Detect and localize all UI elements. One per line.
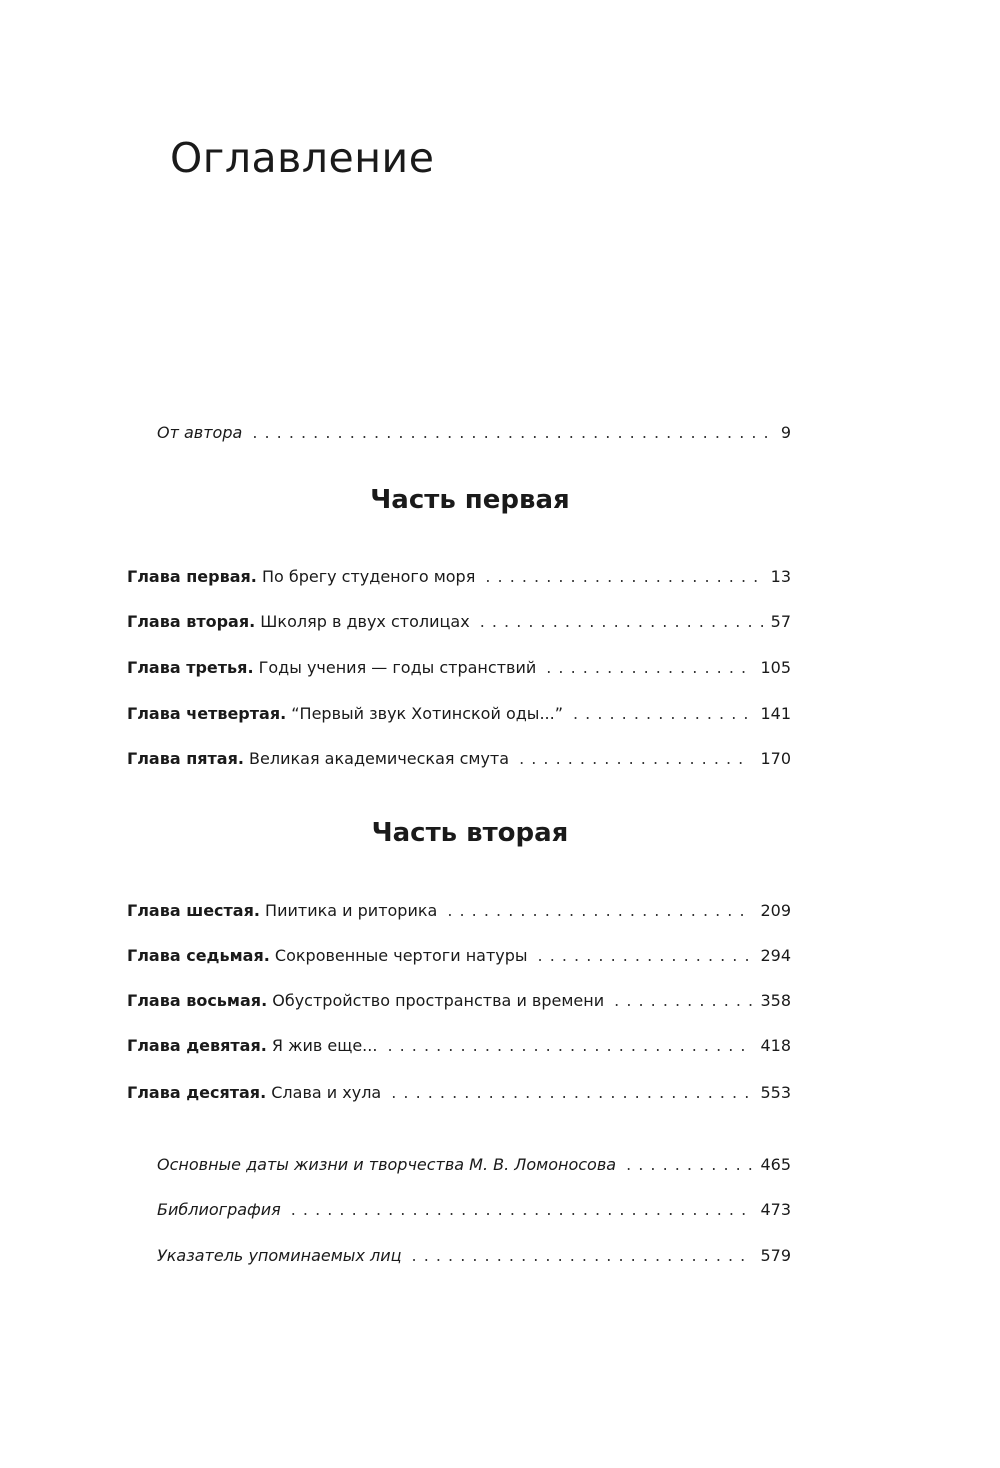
chapter-prefix: Глава вторая.	[127, 612, 256, 631]
toc-entry-label	[127, 990, 604, 1012]
dot-leader	[573, 703, 752, 725]
toc-entry-page: 358	[760, 991, 791, 1010]
toc-entry-page: 579	[760, 1246, 791, 1265]
toc-entry-page: 209	[760, 901, 791, 920]
toc-entry-page: 553	[760, 1083, 791, 1102]
chapter-title: Пиитика и риторика	[265, 901, 438, 920]
chapter-prefix: Глава десятая.	[127, 1083, 267, 1102]
chapter-prefix: Глава девятая.	[127, 1036, 267, 1055]
part-heading-1: Часть первая	[370, 485, 570, 515]
toc-entry-label: От автора	[157, 423, 243, 442]
toc-entry-chapter-9[interactable]	[127, 1035, 791, 1057]
toc-entry-label: Основные даты жизни и творчества М. В. Ломоносова	[157, 1155, 617, 1174]
toc-entry-label	[127, 900, 437, 922]
chapter-title: Школяр в двух столицах	[260, 612, 470, 631]
chapter-title: Годы учения — годы странствий	[258, 658, 537, 677]
toc-entry-label	[127, 945, 528, 967]
page-title: Оглавление	[170, 134, 435, 182]
toc-entry-page: 141	[760, 704, 791, 723]
toc-entry-bibliography[interactable]	[157, 1199, 791, 1221]
toc-entry-page: 105	[760, 658, 791, 677]
chapter-prefix: Глава четвертая.	[127, 704, 287, 723]
toc-entry-label	[127, 748, 509, 770]
toc-entry-chapter-6[interactable]	[127, 900, 791, 922]
toc-entry-from-author[interactable]	[157, 422, 791, 444]
toc-entry-page: 9	[780, 423, 791, 442]
dot-leader	[538, 945, 753, 967]
toc-entry-page: 170	[760, 749, 791, 768]
toc-entry-chronology[interactable]	[157, 1154, 791, 1176]
toc-entry-chapter-8[interactable]	[127, 990, 791, 1012]
chapter-prefix: Глава пятая.	[127, 749, 244, 768]
toc-entry-chapter-5[interactable]	[127, 748, 791, 770]
dot-leader	[626, 1154, 752, 1176]
toc-entry-name-index[interactable]	[157, 1245, 791, 1267]
dot-leader	[519, 748, 752, 770]
chapter-prefix: Глава седьмая.	[127, 946, 270, 965]
chapter-prefix: Глава шестая.	[127, 901, 260, 920]
dot-leader	[614, 990, 752, 1012]
toc-entry-chapter-10[interactable]	[127, 1082, 791, 1104]
chapter-title: Сокровенные чертоги натуры	[274, 946, 528, 965]
chapter-title: По брегу студеного моря	[261, 567, 476, 586]
toc-entry-label	[127, 1035, 377, 1057]
dot-leader	[447, 900, 752, 922]
chapter-title: Я жив еще...	[271, 1036, 378, 1055]
dot-leader	[391, 1082, 752, 1104]
toc-entry-label	[127, 566, 475, 588]
dot-leader	[480, 611, 763, 633]
toc-entry-label	[127, 611, 470, 633]
toc-entry-label: Библиография	[157, 1200, 281, 1219]
toc-entry-chapter-3[interactable]	[127, 657, 791, 679]
toc-entry-label	[127, 703, 563, 725]
toc-entry-chapter-1[interactable]	[127, 566, 791, 588]
chapter-prefix: Глава первая.	[127, 567, 257, 586]
toc-entry-chapter-4[interactable]	[127, 703, 791, 725]
toc-entry-page: 57	[770, 612, 791, 631]
chapter-prefix: Глава третья.	[127, 658, 254, 677]
toc-entry-label	[127, 657, 536, 679]
chapter-title: Слава и хула	[271, 1083, 382, 1102]
dot-leader	[387, 1035, 752, 1057]
toc-entry-chapter-2[interactable]	[127, 611, 791, 633]
dot-leader	[252, 422, 773, 444]
part-heading-2: Часть вторая	[371, 818, 569, 848]
toc-entry-page: 294	[760, 946, 791, 965]
chapter-prefix: Глава восьмая.	[127, 991, 268, 1010]
toc-entry-chapter-7[interactable]	[127, 945, 791, 967]
dot-leader	[546, 657, 752, 679]
dot-leader	[412, 1245, 753, 1267]
chapter-title: “Первый звук Хотинской оды...”	[291, 704, 563, 723]
dot-leader	[291, 1199, 753, 1221]
toc-entry-page: 418	[760, 1036, 791, 1055]
dot-leader	[485, 566, 762, 588]
toc-entry-page: 473	[760, 1200, 791, 1219]
toc-entry-label: Указатель упоминаемых лиц	[157, 1246, 402, 1265]
chapter-title: Великая академическая смута	[249, 749, 510, 768]
chapter-title: Обустройство пространства и времени	[272, 991, 605, 1010]
toc-entry-label	[127, 1082, 381, 1104]
toc-entry-page: 465	[760, 1155, 791, 1174]
toc-entry-page: 13	[770, 567, 791, 586]
